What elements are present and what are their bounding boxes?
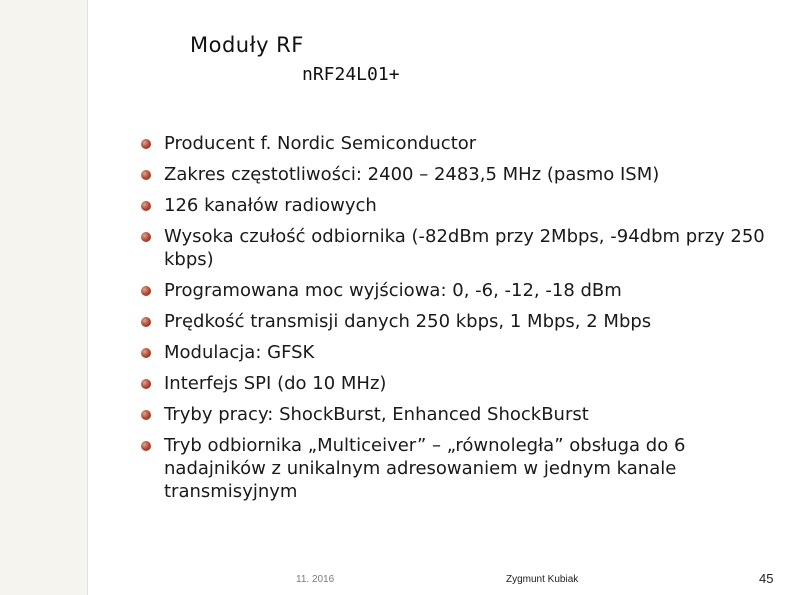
- bullet-item: [141, 341, 781, 364]
- bullet-item: [141, 434, 781, 503]
- bullet-text: Tryby pracy: ShockBurst, Enhanced ShockBurst: [164, 404, 589, 425]
- page-number: 45: [759, 571, 774, 586]
- bullet-text: Tryb odbiornika „Multiceiver” – „równoległa” obsługa do 6 nadajników z unikalnym adresowaniem w jednym kanale transmisyjnym: [164, 435, 686, 502]
- bullet-text: Interfejs SPI (do 10 MHz): [164, 373, 387, 394]
- bullet-text: Zakres częstotliwości: 2400 – 2483,5 MHz (pasmo ISM): [164, 164, 660, 185]
- bullet-dot-icon: [141, 441, 151, 451]
- bullet-dot-icon: [141, 170, 151, 180]
- bullet-item: [141, 310, 781, 333]
- bullet-item: [141, 163, 781, 186]
- bullet-item: [141, 372, 781, 395]
- bullet-text: 126 kanałów radiowych: [164, 195, 377, 216]
- bullet-dot-icon: [141, 317, 151, 327]
- bullet-dot-icon: [141, 379, 151, 389]
- bullet-list: [141, 132, 781, 511]
- bullet-item: [141, 279, 781, 302]
- bullet-text: Producent f. Nordic Semiconductor: [164, 133, 477, 154]
- bullet-text: Modulacja: GFSK: [164, 342, 315, 363]
- bullet-dot-icon: [141, 286, 151, 296]
- bullet-dot-icon: [141, 139, 151, 149]
- footer-date: 11. 2016: [296, 574, 335, 585]
- bullet-text: Programowana moc wyjściowa: 0, -6, -12, -18 dBm: [164, 280, 622, 301]
- bullet-item: [141, 194, 781, 217]
- bullet-dot-icon: [141, 201, 151, 211]
- bullet-item: [141, 403, 781, 426]
- bullet-item: [141, 132, 781, 155]
- bullet-text: Prędkość transmisji danych 250 kbps, 1 Mbps, 2 Mbps: [164, 311, 652, 332]
- bullet-dot-icon: [141, 410, 151, 420]
- bullet-item: [141, 225, 781, 271]
- side-panel: [0, 0, 87, 595]
- slide-title: Moduły RF: [190, 33, 304, 57]
- footer-author: Zygmunt Kubiak: [506, 574, 579, 585]
- bullet-text: Wysoka czułość odbiornika (-82dBm przy 2Mbps, -94dbm przy 250 kbps): [164, 226, 765, 270]
- bullet-dot-icon: [141, 348, 151, 358]
- side-divider: [87, 0, 88, 595]
- bullet-dot-icon: [141, 232, 151, 242]
- slide-subtitle: nRF24L01+: [302, 64, 400, 85]
